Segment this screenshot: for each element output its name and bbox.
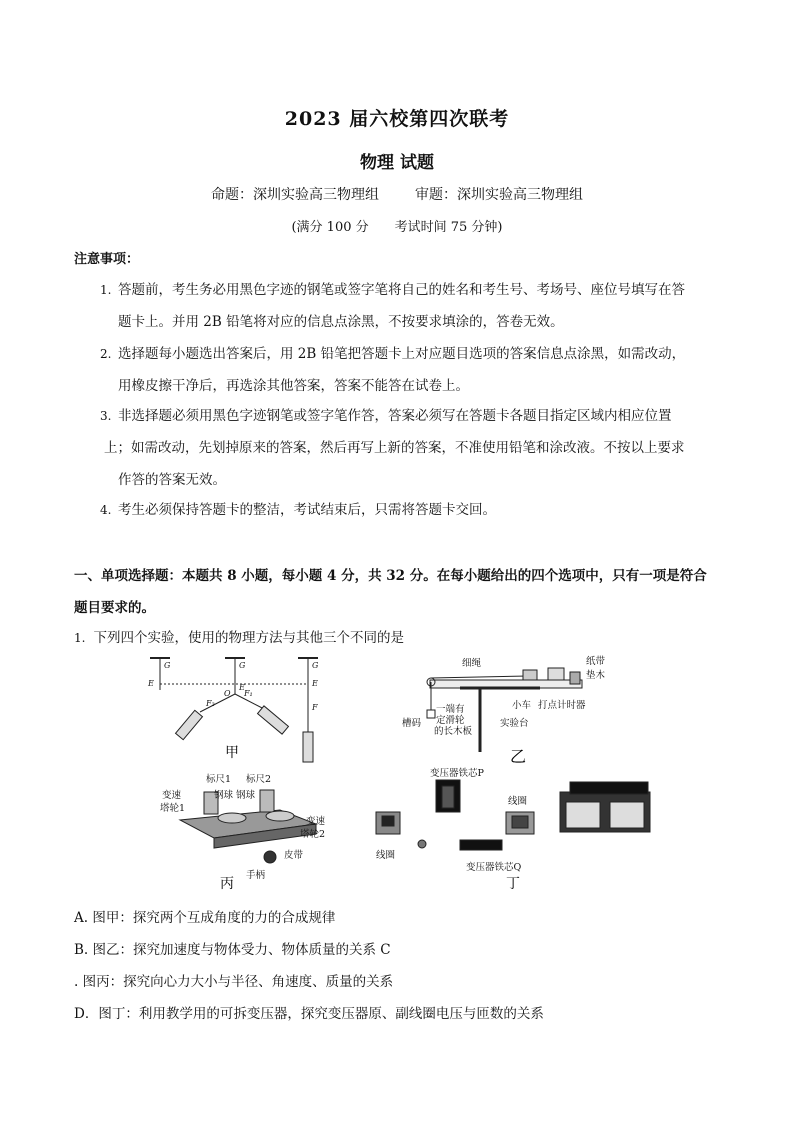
- reviewer-text: 审题：深圳实验高三物理组: [415, 187, 583, 203]
- label-e3: E: [312, 679, 318, 688]
- notice-line: 作答的答案无效。: [118, 472, 226, 488]
- fig-label-jia: 甲: [225, 745, 239, 761]
- option-a: A. 图甲：探究两个互成角度的力的合成规律: [74, 910, 336, 926]
- label-wheel2-2: 塔轮2: [300, 829, 326, 840]
- label-o: O: [224, 689, 231, 698]
- label-core-q: 变压器铁芯Q: [466, 862, 522, 873]
- notice-heading: 注意事项：: [74, 252, 140, 267]
- notice-line: 非选择题必须用黑色字迹钢笔或签字笔作答，答案必须写在答题卡各题目指定区域内相应位置: [118, 408, 672, 424]
- exam-title: 2023 届六校第四次联考: [284, 108, 510, 130]
- label-timer: 打点计时器: [538, 700, 586, 711]
- label-block: 垫木: [586, 670, 606, 681]
- section-line: 一、单项选择题：本题共 8 小题，每小题 4 分，共 32 分。在每小题给出的四个选项中，只有一项是符合: [74, 568, 707, 584]
- label-f2: F₂: [206, 699, 215, 708]
- option-d: D．图丁：利用教学用的可拆变压器，探究变压器原、副线圈电压与匝数的关系: [74, 1006, 544, 1022]
- label-wheel1-2: 塔轮1: [160, 803, 186, 814]
- notice-num: 4.: [100, 503, 112, 517]
- exam-time: 考试时间 75 分钟): [394, 220, 503, 235]
- fig-label-yi: 乙: [510, 747, 527, 766]
- label-table: 实验台: [500, 718, 529, 729]
- label-belt: 皮带: [284, 850, 304, 861]
- notice-line: 考生必须保持答题卡的整洁，考试结束后，只需将答题卡交回。: [118, 502, 496, 518]
- notice-line: 用橡皮擦干净后，再选涂其他答案，答案不能答在试卷上。: [118, 378, 469, 394]
- option-b: B. 图乙：探究加速度与物体受力、物体质量的关系 C: [74, 942, 391, 958]
- full-score: (满分 100 分: [291, 220, 369, 235]
- label-wheel2-1: 变速: [306, 816, 326, 827]
- label-board-1: 一端有: [436, 704, 465, 715]
- label-e1: E: [148, 679, 154, 688]
- label-board-2: 定滑轮: [436, 715, 465, 726]
- author-text: 命题：深圳实验高三物理组: [211, 187, 379, 203]
- question-1-stem: [74, 626, 404, 646]
- question-num: 1.: [74, 631, 86, 645]
- label-ball: 钢球 钢球: [214, 790, 256, 801]
- label-handle: 手柄: [246, 870, 266, 881]
- fig-label-bing: 丙: [220, 876, 234, 892]
- experiment-figure: [140, 652, 660, 894]
- authors-line: [0, 184, 794, 204]
- fig-label-ding: 丁: [506, 876, 520, 892]
- notice-item-3: [100, 400, 730, 496]
- exam-meta: [0, 216, 794, 235]
- notice-item-4: [100, 494, 730, 526]
- section-heading: [74, 560, 726, 624]
- notice-line: 题卡上。并用 2B 铅笔将对应的信息点涂黑，不按要求填涂的，答卷无效。: [118, 314, 564, 330]
- label-f1: F₁: [244, 689, 253, 698]
- label-rope: 细绳: [462, 658, 482, 669]
- section-line: 题目要求的。: [74, 600, 155, 616]
- notice-item-2: [100, 338, 730, 402]
- label-board-3: 的长木板: [434, 726, 473, 737]
- label-coil2: 线圈: [508, 796, 528, 807]
- label-g2: G: [239, 661, 246, 670]
- notice-num: 1.: [100, 283, 112, 297]
- label-f: F: [312, 703, 318, 712]
- label-wheel1-1: 变速: [162, 790, 182, 801]
- option-c: . 图丙：探究向心力大小与半径、角速度、质量的关系: [74, 974, 394, 990]
- notice-line: 上；如需改动，先划掉原来的答案，然后再写上新的答案，不准使用铅笔和涂改液。不按以上要求: [104, 440, 685, 456]
- notice-num: 2.: [100, 347, 112, 361]
- notice-line: 选择题每小题选出答案后，用 2B 铅笔把答题卡上对应题目选项的答案信息点涂黑，如需改动，: [118, 346, 686, 362]
- notice-item-1: [100, 274, 730, 338]
- label-coil1: 线圈: [376, 850, 396, 861]
- label-g3: G: [312, 661, 319, 670]
- notice-num: 3.: [100, 409, 112, 423]
- label-g1: G: [164, 661, 171, 670]
- label-tape: 纸带: [586, 656, 606, 667]
- label-weight: 槽码: [402, 718, 422, 729]
- label-ruler1: 标尺1: [206, 774, 232, 785]
- label-e2: E: [239, 683, 245, 692]
- question-text: 下列四个实验，使用的物理方法与其他三个不同的是: [93, 630, 404, 646]
- subject-title: 物理 试题: [360, 153, 434, 173]
- label-cart: 小车: [512, 700, 532, 711]
- label-ruler2: 标尺2: [246, 774, 272, 785]
- label-core-p: 变压器铁芯P: [430, 768, 484, 779]
- notice-line: 答题前，考生务必用黑色字迹的钢笔或签字笔将自己的姓名和考生号、考场号、座位号填写在答: [118, 282, 685, 298]
